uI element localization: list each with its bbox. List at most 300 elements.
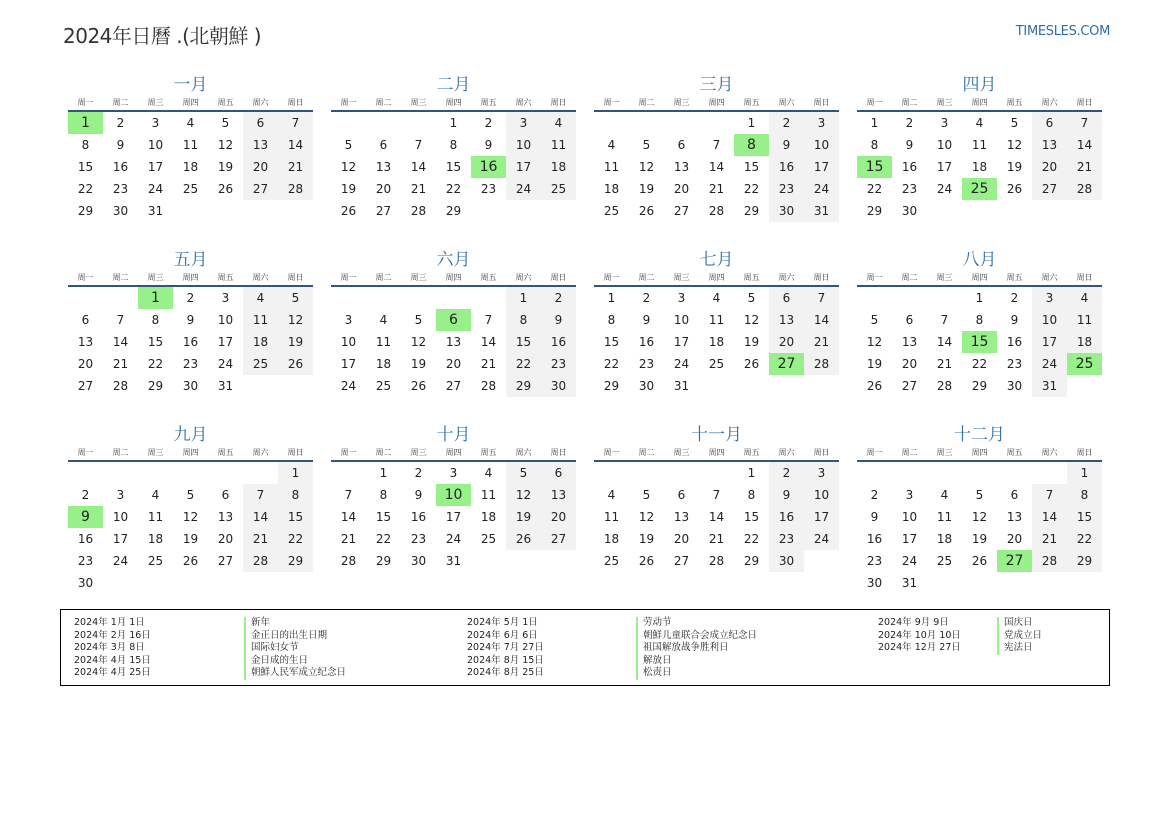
day-cell: 5 [344, 138, 353, 152]
day-cell: 28 [1032, 550, 1067, 572]
day-cell: 28 [340, 554, 357, 568]
day-cell: 13 [217, 510, 234, 524]
day-cell: 16 [866, 532, 883, 546]
weekday-label: 周一 [340, 448, 357, 457]
day-cell: 2 [81, 488, 90, 502]
day-cell: 29 [77, 204, 94, 218]
day-cell: 15 [1067, 506, 1102, 528]
day-cell: 29 [445, 204, 462, 218]
calendar-grid [68, 74, 1102, 590]
day-cell: 29 [375, 554, 392, 568]
day-cell: 3 [804, 112, 839, 134]
weekday-label: 周五 [743, 98, 760, 107]
day-cell: 31 [217, 379, 234, 393]
day-cell: 22 [445, 182, 462, 196]
day-cell: 27 [375, 204, 392, 218]
day-cell: 16 [410, 510, 427, 524]
weekday-label: 周五 [217, 98, 234, 107]
month-name: 八月 [962, 250, 997, 270]
holiday-day-cell: 15 [962, 331, 997, 353]
day-cell: 14 [340, 510, 357, 524]
day-cell: 11 [708, 313, 725, 327]
day-cell: 28 [112, 379, 129, 393]
empty-cell [331, 287, 366, 309]
day-cell: 3 [151, 116, 160, 130]
day-cell: 11 [936, 510, 953, 524]
day-cell: 4 [541, 112, 576, 134]
weekday-header [68, 271, 313, 287]
weekday-label: 周一 [77, 448, 94, 457]
day-cell: 1 [278, 462, 313, 484]
weekday-label: 周六 [252, 448, 269, 457]
day-cell: 19 [506, 506, 541, 528]
day-cell: 7 [712, 138, 721, 152]
weekday-label: 周六 [252, 273, 269, 282]
weekday-label: 周二 [112, 273, 129, 282]
day-cell: 25 [375, 379, 392, 393]
day-cell: 20 [217, 532, 234, 546]
day-cell: 31 [901, 576, 918, 590]
month-12 [857, 424, 1102, 590]
day-cell: 8 [747, 488, 756, 502]
day-cell: 20 [673, 182, 690, 196]
weekday-label: 周二 [901, 273, 918, 282]
day-cell: 3 [344, 313, 353, 327]
day-cell: 7 [712, 488, 721, 502]
day-cell: 2 [541, 287, 576, 309]
weekday-label: 周六 [778, 448, 795, 457]
day-cell: 26 [506, 528, 541, 550]
day-cell: 21 [708, 532, 725, 546]
day-cell: 13 [673, 160, 690, 174]
day-cell: 13 [1006, 510, 1023, 524]
day-cell: 4 [484, 466, 493, 480]
day-cell: 6 [1032, 112, 1067, 134]
weekday-label: 周三 [673, 448, 690, 457]
day-cell: 6 [769, 287, 804, 309]
day-cell: 24 [936, 182, 953, 196]
holiday-names-col-2 [636, 617, 757, 680]
day-cell: 15 [147, 335, 164, 349]
day-cell: 22 [147, 357, 164, 371]
weekday-label: 周日 [813, 98, 830, 107]
day-cell: 11 [243, 309, 278, 331]
month-name: 十一月 [691, 425, 742, 445]
day-cell: 8 [379, 488, 388, 502]
weekday-header [331, 271, 576, 287]
day-cell: 16 [769, 156, 804, 178]
weekday-label: 周日 [1076, 448, 1093, 457]
month-name: 四月 [962, 75, 997, 95]
empty-cell [331, 462, 366, 484]
weekday-label: 周五 [480, 273, 497, 282]
day-cell: 29 [971, 379, 988, 393]
weekday-label: 周四 [182, 98, 199, 107]
day-cell: 6 [1010, 488, 1019, 502]
holiday-day-cell: 8 [734, 134, 769, 156]
day-cell: 22 [743, 532, 760, 546]
weekday-label: 周四 [708, 98, 725, 107]
day-cell: 28 [708, 554, 725, 568]
day-cell: 17 [340, 357, 357, 371]
month-1 [68, 74, 313, 240]
day-cell: 5 [642, 488, 651, 502]
holiday-date: 2024年 2月 16日 [74, 629, 151, 641]
day-cell: 7 [1032, 484, 1067, 506]
day-cell: 13 [445, 335, 462, 349]
empty-cell [629, 462, 664, 484]
day-cell: 27 [445, 379, 462, 393]
day-grid [857, 112, 1102, 222]
day-cell: 7 [484, 313, 493, 327]
weekday-label: 周六 [1041, 448, 1058, 457]
month-2 [331, 74, 576, 240]
day-cell: 18 [375, 357, 392, 371]
empty-cell [68, 287, 103, 309]
day-cell: 15 [278, 506, 313, 528]
day-cell: 31 [1032, 375, 1067, 397]
holiday-date: 2024年 3月 8日 [74, 642, 145, 653]
day-cell: 9 [414, 488, 423, 502]
day-cell: 16 [769, 506, 804, 528]
day-cell: 11 [480, 488, 497, 502]
day-cell: 20 [673, 532, 690, 546]
day-cell: 13 [673, 510, 690, 524]
holiday-day-cell: 27 [769, 353, 804, 375]
day-cell: 10 [804, 134, 839, 156]
day-cell: 10 [506, 134, 541, 156]
day-cell: 14 [243, 506, 278, 528]
day-cell: 10 [147, 138, 164, 152]
day-cell: 17 [1032, 331, 1067, 353]
day-grid [68, 112, 313, 222]
day-cell: 5 [186, 488, 195, 502]
day-cell: 1 [747, 466, 756, 480]
day-cell: 22 [866, 182, 883, 196]
holiday-name: 新年 [244, 617, 346, 630]
weekday-label: 周一 [603, 98, 620, 107]
empty-cell [629, 112, 664, 134]
day-cell: 4 [151, 488, 160, 502]
empty-cell [173, 462, 208, 484]
site-link[interactable]: TIMESLES.COM [1015, 24, 1110, 39]
month-6 [331, 249, 576, 415]
day-cell: 22 [375, 532, 392, 546]
weekday-header [331, 446, 576, 462]
day-cell: 21 [410, 182, 427, 196]
holiday-name: 祖国解放战争胜利日 [636, 642, 757, 655]
empty-cell [892, 462, 927, 484]
weekday-label: 周五 [1006, 273, 1023, 282]
weekday-label: 周日 [813, 448, 830, 457]
day-cell: 24 [217, 357, 234, 371]
weekday-label: 周二 [901, 448, 918, 457]
weekday-label: 周二 [638, 448, 655, 457]
holiday-day-cell: 27 [997, 550, 1032, 572]
day-cell: 18 [243, 331, 278, 353]
day-cell: 27 [541, 528, 576, 550]
holiday-date: 2024年 12月 27日 [878, 642, 961, 653]
day-cell: 17 [804, 156, 839, 178]
month-name: 七月 [699, 250, 734, 270]
day-cell: 19 [638, 182, 655, 196]
weekday-label: 周三 [673, 273, 690, 282]
day-cell: 8 [1067, 484, 1102, 506]
day-cell: 18 [541, 156, 576, 178]
day-cell: 30 [410, 554, 427, 568]
holiday-date: 2024年 10月 10日 [878, 629, 961, 641]
empty-cell [857, 287, 892, 309]
holiday-name: 国际妇女节 [244, 642, 346, 655]
day-cell: 23 [480, 182, 497, 196]
holiday-day-cell: 9 [68, 506, 103, 528]
day-cell: 12 [340, 160, 357, 174]
day-cell: 14 [804, 309, 839, 331]
day-cell: 9 [870, 510, 879, 524]
weekday-label: 周四 [445, 98, 462, 107]
day-cell: 12 [506, 484, 541, 506]
day-cell: 8 [506, 309, 541, 331]
day-cell: 7 [414, 138, 423, 152]
holiday-date: 2024年 4月 15日 [74, 654, 151, 666]
day-cell: 22 [603, 357, 620, 371]
day-cell: 9 [769, 484, 804, 506]
day-cell: 13 [541, 484, 576, 506]
day-cell: 9 [769, 134, 804, 156]
day-cell: 14 [1032, 506, 1067, 528]
day-cell: 14 [708, 510, 725, 524]
day-cell: 5 [747, 291, 756, 305]
day-cell: 19 [182, 532, 199, 546]
day-cell: 26 [278, 353, 313, 375]
weekday-label: 周二 [638, 273, 655, 282]
day-cell: 5 [975, 488, 984, 502]
day-cell: 20 [1032, 156, 1067, 178]
day-cell: 30 [1006, 379, 1023, 393]
weekday-label: 周四 [445, 448, 462, 457]
day-cell: 16 [901, 160, 918, 174]
day-cell: 10 [804, 484, 839, 506]
day-cell: 29 [743, 204, 760, 218]
day-cell: 7 [278, 112, 313, 134]
day-cell: 14 [936, 335, 953, 349]
day-cell: 5 [506, 462, 541, 484]
day-cell: 6 [379, 138, 388, 152]
day-cell: 29 [603, 379, 620, 393]
day-grid [331, 462, 576, 572]
weekday-label: 周四 [182, 448, 199, 457]
day-cell: 26 [638, 204, 655, 218]
day-cell: 13 [1032, 134, 1067, 156]
day-cell: 23 [541, 353, 576, 375]
day-cell: 12 [410, 335, 427, 349]
day-cell: 26 [217, 182, 234, 196]
day-cell: 25 [603, 554, 620, 568]
day-cell: 23 [769, 528, 804, 550]
day-cell: 21 [1032, 528, 1067, 550]
day-cell: 29 [278, 550, 313, 572]
day-cell: 7 [940, 313, 949, 327]
weekday-label: 周六 [1041, 98, 1058, 107]
day-cell: 12 [638, 510, 655, 524]
day-cell: 10 [901, 510, 918, 524]
day-cell: 11 [603, 160, 620, 174]
day-cell: 2 [116, 116, 125, 130]
holiday-name: 解放日 [636, 655, 757, 668]
month-name: 十月 [436, 425, 471, 445]
empty-cell [857, 462, 892, 484]
empty-cell [208, 462, 243, 484]
weekday-label: 周一 [866, 273, 883, 282]
day-cell: 19 [278, 331, 313, 353]
day-cell: 25 [936, 554, 953, 568]
day-cell: 23 [112, 182, 129, 196]
day-cell: 3 [940, 116, 949, 130]
day-cell: 4 [607, 488, 616, 502]
weekday-header [68, 96, 313, 112]
day-cell: 3 [905, 488, 914, 502]
day-cell: 30 [901, 204, 918, 218]
month-name: 一月 [173, 75, 208, 95]
empty-cell [331, 112, 366, 134]
weekday-label: 周三 [936, 448, 953, 457]
day-cell: 21 [480, 357, 497, 371]
weekday-header [594, 271, 839, 287]
weekday-label: 周二 [112, 448, 129, 457]
day-cell: 27 [77, 379, 94, 393]
day-cell: 4 [975, 116, 984, 130]
day-cell: 22 [1067, 528, 1102, 550]
weekday-label: 周五 [743, 448, 760, 457]
day-cell: 21 [708, 182, 725, 196]
day-cell: 18 [971, 160, 988, 174]
day-cell: 24 [804, 528, 839, 550]
day-cell: 17 [936, 160, 953, 174]
day-cell: 27 [1032, 178, 1067, 200]
month-8 [857, 249, 1102, 415]
day-cell: 4 [607, 138, 616, 152]
holiday-date: 2024年 9月 9日 [878, 617, 949, 628]
day-cell: 12 [971, 510, 988, 524]
holiday-name: 金正日的出生日期 [244, 630, 346, 643]
day-cell: 15 [445, 160, 462, 174]
day-cell: 21 [243, 528, 278, 550]
day-cell: 26 [638, 554, 655, 568]
day-cell: 9 [186, 313, 195, 327]
holiday-date: 2024年 7月 27日 [467, 642, 544, 653]
holiday-day-cell: 1 [68, 112, 103, 134]
day-cell: 17 [217, 335, 234, 349]
empty-cell [68, 462, 103, 484]
day-cell: 18 [480, 510, 497, 524]
day-cell: 14 [708, 160, 725, 174]
day-cell: 11 [147, 510, 164, 524]
day-cell: 11 [541, 134, 576, 156]
holiday-date: 2024年 5月 1日 [467, 617, 538, 628]
day-cell: 16 [638, 335, 655, 349]
day-cell: 1 [975, 291, 984, 305]
day-grid [68, 462, 313, 594]
day-cell: 24 [112, 554, 129, 568]
day-cell: 4 [940, 488, 949, 502]
day-cell: 5 [1010, 116, 1019, 130]
month-name: 二月 [436, 75, 471, 95]
weekday-label: 周日 [813, 273, 830, 282]
day-grid [331, 287, 576, 397]
day-cell: 14 [1067, 134, 1102, 156]
month-9 [68, 424, 313, 590]
weekday-header [331, 96, 576, 112]
day-cell: 3 [449, 466, 458, 480]
day-cell: 12 [278, 309, 313, 331]
weekday-label: 周二 [375, 98, 392, 107]
day-cell: 18 [603, 182, 620, 196]
weekday-label: 周四 [708, 448, 725, 457]
day-cell: 4 [186, 116, 195, 130]
empty-cell [471, 287, 506, 309]
day-cell: 31 [147, 204, 164, 218]
day-cell: 24 [506, 178, 541, 200]
month-11 [594, 424, 839, 590]
weekday-label: 周日 [1076, 98, 1093, 107]
day-cell: 22 [971, 357, 988, 371]
day-cell: 15 [743, 160, 760, 174]
day-cell: 2 [870, 488, 879, 502]
day-cell: 24 [901, 554, 918, 568]
weekday-label: 周三 [936, 273, 953, 282]
day-cell: 19 [410, 357, 427, 371]
day-cell: 19 [1006, 160, 1023, 174]
holiday-day-cell: 1 [138, 287, 173, 309]
day-cell: 13 [769, 309, 804, 331]
weekday-header [857, 446, 1102, 462]
day-cell: 20 [541, 506, 576, 528]
weekday-label: 周四 [445, 273, 462, 282]
day-cell: 2 [1010, 291, 1019, 305]
holiday-names-col-1 [244, 617, 346, 680]
holiday-day-cell: 25 [1067, 353, 1102, 375]
weekday-label: 周一 [866, 448, 883, 457]
empty-cell [664, 462, 699, 484]
day-cell: 20 [445, 357, 462, 371]
weekday-label: 周六 [252, 98, 269, 107]
day-cell: 29 [866, 204, 883, 218]
day-cell: 7 [804, 287, 839, 309]
day-cell: 26 [1006, 182, 1023, 196]
day-cell: 3 [116, 488, 125, 502]
day-cell: 6 [243, 112, 278, 134]
day-cell: 9 [484, 138, 493, 152]
day-cell: 5 [278, 287, 313, 309]
day-cell: 3 [1032, 287, 1067, 309]
day-cell: 21 [936, 357, 953, 371]
day-cell: 27 [243, 178, 278, 200]
day-cell: 2 [186, 291, 195, 305]
day-cell: 23 [182, 357, 199, 371]
day-cell: 23 [77, 554, 94, 568]
day-cell: 11 [182, 138, 199, 152]
day-cell: 19 [638, 532, 655, 546]
holiday-dates-col-1 [74, 617, 151, 680]
empty-cell [699, 112, 734, 134]
day-cell: 11 [971, 138, 988, 152]
day-cell: 20 [243, 156, 278, 178]
empty-cell [366, 287, 401, 309]
empty-cell [594, 462, 629, 484]
day-cell: 30 [638, 379, 655, 393]
day-cell: 30 [112, 204, 129, 218]
day-cell: 25 [603, 204, 620, 218]
